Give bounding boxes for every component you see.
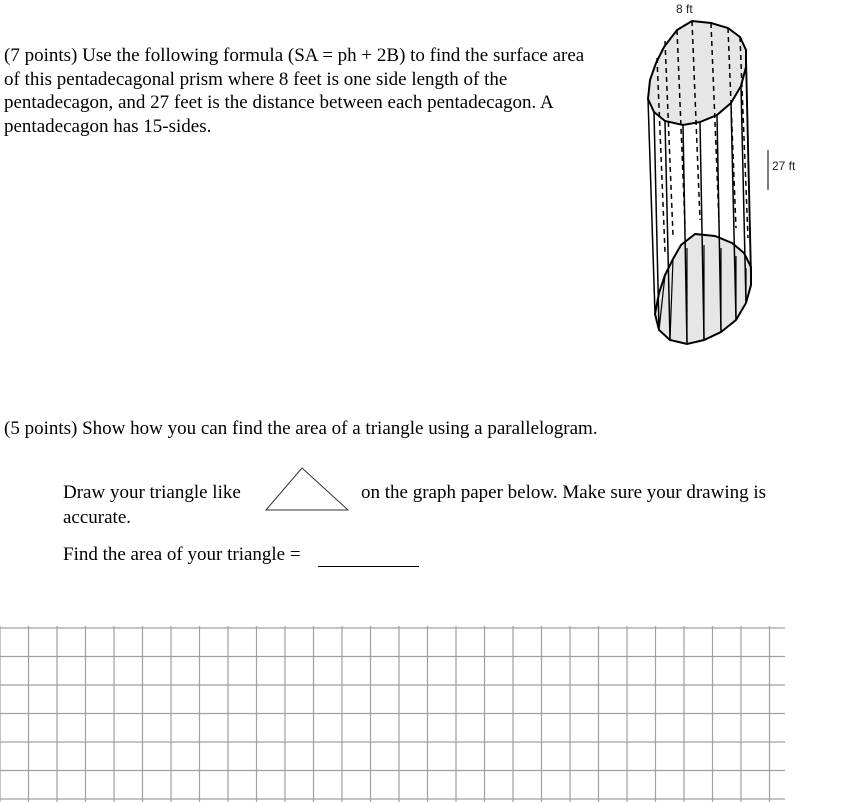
area-prompt: Find the area of your triangle = xyxy=(63,544,301,565)
graph-paper[interactable] xyxy=(0,626,790,802)
question-1-text: (7 points) Use the following formula (SA = ph + 2B) to find the surface area of this pentadecagonal prism where 8 feet is one side length of the pentadecagon, and 27 feet is the distance between each pentadecagon. A pentadecagon has 15-sides. xyxy=(4,45,585,137)
height-label: 27 ft xyxy=(772,159,796,173)
instruction-left: Draw your triangle like xyxy=(63,482,241,503)
question-2-text: (5 points) Show how you can find the area of a triangle using a parallelogram. xyxy=(4,418,598,439)
answer-blank[interactable] xyxy=(318,566,419,567)
pentadecagonal-prism-figure xyxy=(640,0,855,360)
instruction-continued: accurate. xyxy=(63,507,132,528)
example-triangle xyxy=(262,464,352,512)
instruction-right: on the graph paper below. Make sure your drawing is xyxy=(361,482,767,503)
side-length-label: 8 ft xyxy=(676,2,693,16)
